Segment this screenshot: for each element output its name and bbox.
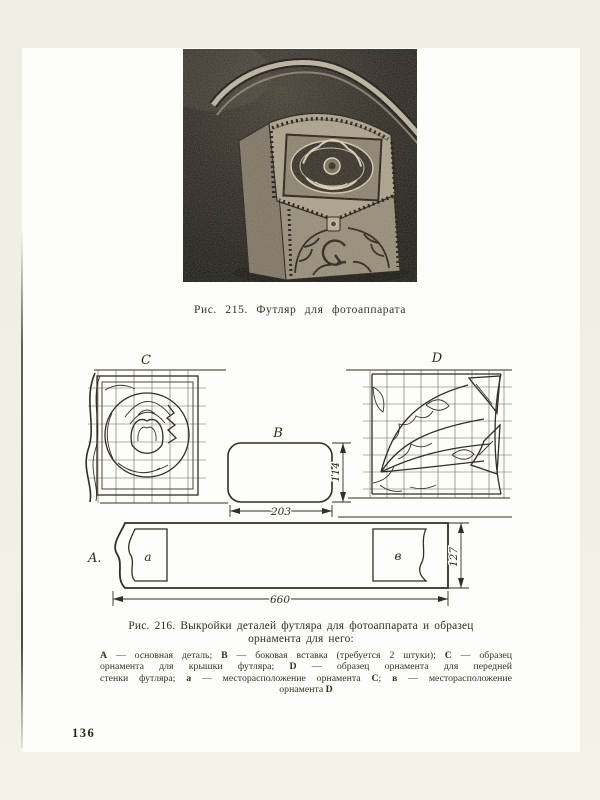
figure-216-legend <box>100 650 512 696</box>
dimension-a-height: 127 <box>448 546 460 568</box>
legend-key: А <box>100 650 108 661</box>
legend-line <box>100 684 512 695</box>
dimension-b-width: 203 <box>270 506 292 518</box>
legend-key: D <box>325 684 333 696</box>
legend-key: В <box>221 650 228 661</box>
book-page <box>22 48 580 752</box>
legend-text: — образец орнамента для передней <box>296 661 512 673</box>
ornament-d <box>346 351 512 498</box>
dimension-b-height: 114 <box>330 461 342 483</box>
figure-216-caption <box>95 620 507 646</box>
label-placement-v: в <box>394 549 402 563</box>
legend-key: а <box>186 672 192 684</box>
legend-text: стенки футляра; <box>100 672 187 684</box>
legend-text: — месторасположение <box>397 672 513 684</box>
figure-216-diagram <box>80 345 520 610</box>
dimension-a-length: 660 <box>269 594 291 606</box>
figure-215-caption: Рис. 215. Футляр для фотоаппарата <box>193 304 407 316</box>
page-number: 136 <box>72 726 96 740</box>
legend-key: в <box>392 672 398 684</box>
legend-text: ; <box>378 672 393 684</box>
legend-text: — основная деталь; <box>107 650 222 661</box>
legend-key: С <box>371 672 379 684</box>
legend-text: орнамента для крышки футляра; <box>100 661 290 673</box>
label-placement-a: a <box>144 550 152 564</box>
label-piece-a: A. <box>88 551 102 566</box>
piece-b-outline <box>228 443 332 502</box>
label-ornament-c: C <box>141 353 151 368</box>
legend-key: С <box>444 650 452 661</box>
legend-text: орнамента <box>279 684 326 696</box>
legend-line <box>100 661 512 672</box>
figure-216-caption-line2: орнамента для него: <box>248 633 354 645</box>
legend-line <box>100 650 512 661</box>
legend-line <box>100 673 512 684</box>
legend-text: — боковая вставка (требуется 2 штуки); <box>227 650 445 661</box>
ornament-c <box>86 353 228 503</box>
label-ornament-d: D <box>431 351 443 366</box>
figure-216-caption-line1: Рис. 216. Выкройки деталей футляра для фотоаппарата и образец <box>128 620 474 632</box>
page-edge-shadow <box>21 233 23 748</box>
piece-a <box>87 523 469 606</box>
label-piece-b: B <box>273 426 283 441</box>
halftone-grain-overlay <box>183 49 417 282</box>
legend-text: — месторасположение орнамента <box>191 672 372 684</box>
legend-key: D <box>289 661 297 673</box>
legend-text: — образец <box>451 650 512 661</box>
figure-215-photo <box>183 49 417 282</box>
